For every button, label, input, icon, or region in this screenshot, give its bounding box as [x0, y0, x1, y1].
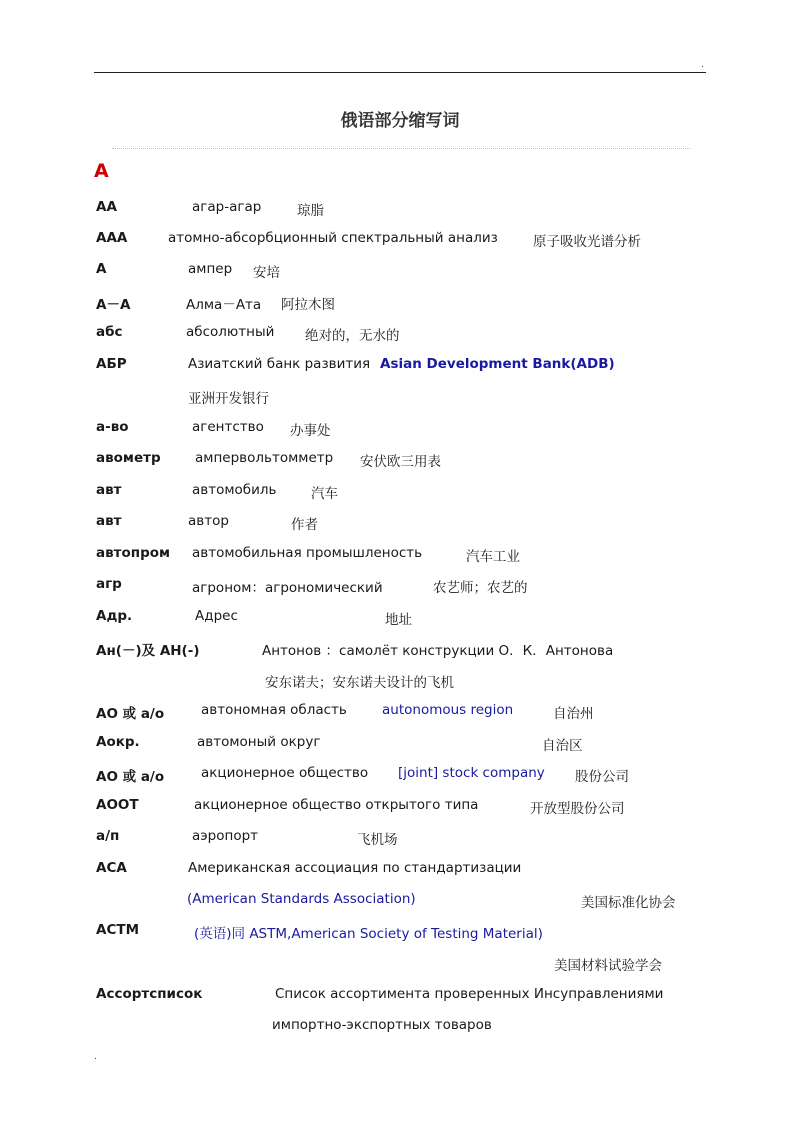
entry-row-continued: [0, 954, 800, 974]
entry-row: [0, 860, 800, 880]
entry-abbr: АО 或 а/о: [96, 706, 165, 722]
entry-english: [joint] stock company: [398, 765, 545, 781]
entry-abbr: а-во: [96, 419, 129, 435]
entry-chinese: 自治区: [542, 738, 583, 754]
entry-chinese: 美国材料试验学会: [554, 958, 662, 974]
entry-row: [0, 199, 800, 219]
entry-abbr: Аокр.: [96, 734, 140, 750]
entry-russian: Азиатский банк развития: [188, 356, 371, 372]
entry-row: [0, 356, 800, 376]
entry-row: [0, 576, 800, 596]
entry-abbr: а/п: [96, 828, 120, 844]
entry-russian: автомобиль: [192, 482, 277, 498]
entry-row-continued: [0, 1017, 800, 1037]
entry-abbr: AA: [96, 199, 117, 215]
entry-chinese: 琼脂: [297, 203, 324, 219]
entry-chinese: 阿拉木图: [281, 297, 335, 313]
entry-abbr: A－A: [96, 297, 131, 313]
entry-abbr: Ассортсписок: [96, 986, 203, 1002]
entry-chinese: 股份公司: [575, 769, 629, 785]
entry-russian: атомно-абсорбционный спектральный анализ: [168, 230, 498, 246]
entry-abbr: авт: [96, 513, 122, 529]
entry-row: [0, 734, 800, 754]
header-rule: [94, 72, 706, 73]
entry-chinese: 开放型股份公司: [530, 801, 625, 817]
entry-abbr: АБР: [96, 356, 127, 372]
entry-russian: автомоный округ: [197, 734, 321, 750]
entry-abbr: АО 或 а/о: [96, 769, 165, 785]
entry-row: [0, 797, 800, 817]
entry-russian: аэропорт: [192, 828, 259, 844]
entry-abbr: агр: [96, 576, 122, 592]
entry-english: autonomous region: [382, 702, 514, 718]
entry-russian: автомобильная промышленость: [192, 545, 423, 561]
entry-russian: абсолютный: [186, 324, 275, 340]
entry-chinese: 作者: [291, 517, 318, 533]
entry-chinese: 绝对的，无水的: [305, 328, 400, 344]
entry-row-continued: [0, 671, 800, 691]
entry-abbr: авт: [96, 482, 122, 498]
entry-russian-continued: импортно-экспортных товаров: [272, 1017, 492, 1033]
entry-russian: агар-агар: [192, 199, 262, 215]
entry-abbr: АООТ: [96, 797, 139, 813]
entry-chinese: 汽车工业: [466, 549, 520, 565]
entry-chinese: 亚洲开发银行: [188, 391, 269, 407]
entry-row: [0, 922, 800, 942]
entry-russian: акционерное общество: [201, 765, 369, 781]
entry-russian: ампер: [188, 261, 233, 277]
entry-russian: агентство: [192, 419, 264, 435]
footer-dot: .: [94, 1052, 97, 1062]
header-dot: .: [701, 60, 704, 70]
entry-abbr: ACTM: [96, 922, 139, 938]
entry-english: Asian Development Bank(ADB): [380, 356, 615, 372]
entry-english: (英语)同 ASTM,American Society of Testing Material): [194, 926, 543, 942]
entry-russian: агроном：агрономический: [192, 580, 383, 596]
entry-abbr: абс: [96, 324, 123, 340]
entry-chinese: 安东诺夫；安东诺夫设计的飞机: [265, 675, 454, 691]
entry-russian: Адрес: [195, 608, 238, 624]
entry-abbr: АСА: [96, 860, 127, 876]
entry-row: [0, 324, 800, 344]
entry-chinese: 自治州: [553, 706, 594, 722]
entry-chinese: 飞机场: [357, 832, 398, 848]
entry-row: [0, 765, 800, 785]
entry-chinese: 汽车: [311, 486, 338, 502]
title-rule: [112, 148, 690, 149]
entry-abbr: автопром: [96, 545, 171, 561]
entry-russian: Антонов ：самолёт конструкции О．К．Антонова: [262, 643, 614, 659]
entry-row-continued: [0, 387, 800, 407]
section-letter: A: [94, 160, 109, 182]
entry-row: [0, 702, 800, 722]
entry-russian: ампервольтомметр: [195, 450, 334, 466]
entry-chinese: 安培: [253, 265, 280, 281]
entry-row: [0, 828, 800, 848]
entry-russian: Алма－Ата: [186, 297, 262, 313]
entry-russian: Американская ассоциация по стандартизации: [188, 860, 522, 876]
entry-abbr: авометр: [96, 450, 161, 466]
entry-row: [0, 639, 800, 659]
entry-russian: автор: [188, 513, 229, 529]
entry-row: [0, 608, 800, 628]
entry-row: [0, 986, 800, 1006]
entry-abbr: AAA: [96, 230, 128, 246]
page-title: 俄语部分缩写词: [340, 111, 460, 131]
entry-chinese: 农艺师；农艺的: [433, 580, 528, 596]
entry-row: [0, 450, 800, 470]
entry-chinese: 地址: [385, 612, 412, 628]
entry-abbr: Адр.: [96, 608, 133, 624]
entry-russian: Список ассортимента проверенных Инсуправлениями: [275, 986, 664, 1002]
entry-russian: акционерное общество открытого типа: [194, 797, 479, 813]
entry-english: (American Standards Association): [187, 891, 416, 907]
entry-row: [0, 230, 800, 250]
entry-row: [0, 419, 800, 439]
entry-abbr: Ан(－)及 АН(-): [96, 643, 200, 659]
entry-chinese: 美国标准化协会: [581, 895, 676, 911]
entry-row: [0, 261, 800, 281]
entry-chinese: 安伏欧三用表: [360, 454, 441, 470]
entry-chinese: 办事处: [290, 423, 331, 439]
entry-row: [0, 482, 800, 502]
entry-abbr: A: [96, 261, 107, 277]
entry-row: [0, 293, 800, 313]
entry-russian: автономная область: [201, 702, 347, 718]
entry-chinese: 原子吸收光谱分析: [533, 234, 641, 250]
entry-row: [0, 545, 800, 565]
entry-row: [0, 513, 800, 533]
entry-row-continued: [0, 891, 800, 911]
